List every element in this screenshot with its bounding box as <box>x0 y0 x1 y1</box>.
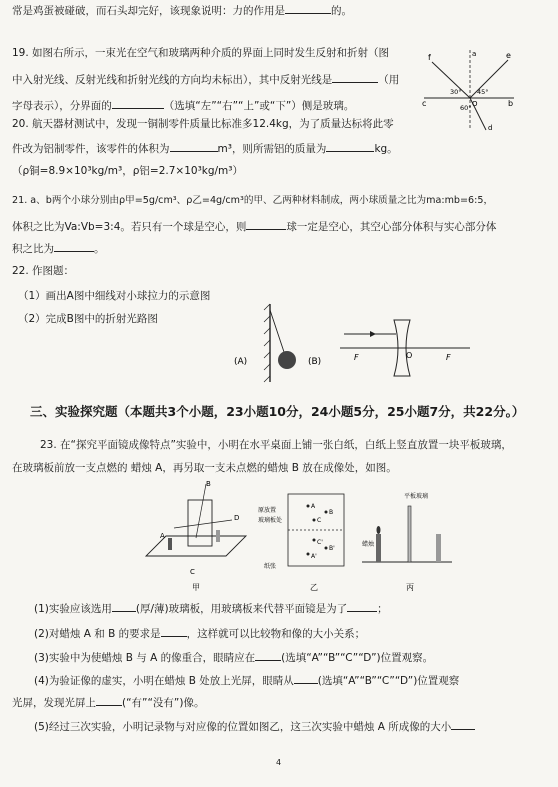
center-label: O <box>406 351 413 360</box>
label-f: f <box>428 53 431 62</box>
q23-sub-5 <box>34 718 475 734</box>
text: 21. a、b两个小球分别由ρ甲=5g/cm³、ρ乙=4g/cm³的甲、乙两种材料制成，两小球质量之比为ma:mb=6:5， <box>12 195 494 206</box>
ball-icon <box>278 351 296 369</box>
answer-blank[interactable] <box>96 694 122 706</box>
q21-line-1 <box>12 194 493 208</box>
label-o: O <box>472 100 478 108</box>
focus-left: F <box>354 353 359 362</box>
focus-right: F <box>446 353 451 362</box>
fig-caption: 丙 <box>406 583 414 592</box>
label-c: c <box>422 99 427 108</box>
text: 的。 <box>331 5 352 17</box>
q23-sub-4-cont <box>12 694 204 710</box>
answer-blank[interactable] <box>326 140 374 152</box>
answer-blank[interactable] <box>255 649 281 661</box>
label: B <box>329 509 334 516</box>
label: C' <box>317 539 323 546</box>
fig-b-label: (B) <box>308 357 322 367</box>
text: 19. 如图右所示，一束光在空气和玻璃两种介质的界面上同时发生反射和折射（图 <box>12 47 390 59</box>
text: (选填“A”“B”“C”“D”)位置观察 <box>317 675 460 687</box>
text: m³，则所需铝的质量为 <box>217 143 327 155</box>
label: C <box>317 517 322 524</box>
text: ，这样就可以比较物和像的大小关系； <box>186 628 366 640</box>
page-number: 4 <box>276 758 282 767</box>
text: 件改为铝制零件，该零件的体积为 <box>12 143 170 155</box>
q18-line <box>12 2 352 18</box>
candle-b <box>216 530 220 542</box>
text: （用 <box>378 74 400 86</box>
answer-blank[interactable] <box>170 140 218 152</box>
text: （1）画出A图中细线对小球拉力的示意图 <box>18 290 211 302</box>
q21-line-2 <box>12 218 496 234</box>
text: kg。 <box>374 143 398 155</box>
q23-line-1 <box>40 438 512 452</box>
q22-figures <box>220 300 490 386</box>
answer-blank[interactable] <box>161 625 187 637</box>
text: (5)经过三次实验，小明记录物与对应像的位置如图乙，这三次实验中蜡烛 A 所成像的大小 <box>34 721 452 733</box>
label: A <box>160 532 165 540</box>
answer-blank[interactable] <box>285 2 331 14</box>
angle-label: 30° <box>450 88 462 96</box>
text: 。 <box>94 243 105 255</box>
answer-blank[interactable] <box>112 600 136 612</box>
candle-unlit <box>436 534 441 562</box>
fig-a-label: (A) <box>234 357 248 367</box>
text: （ρ铜=8.9×10³kg/m³，ρ铝=2.7×10³kg/m³） <box>12 165 243 177</box>
q22-title <box>12 264 74 278</box>
text: 字母表示），分界面的 <box>12 100 112 112</box>
q23-line-2 <box>12 461 397 475</box>
answer-blank[interactable] <box>246 218 286 230</box>
label: A' <box>311 553 317 560</box>
label: D <box>234 514 240 522</box>
string <box>270 310 284 352</box>
text: (选填“A”“B”“C”“D”)位置观察。 <box>281 652 434 664</box>
fig-caption: 乙 <box>310 583 318 592</box>
label: B' <box>329 545 335 552</box>
text: 20. 航天器材测试中，发现一铜制零件质量比标准多12.4kg，为了质量达标将此零 <box>12 118 394 130</box>
answer-blank[interactable] <box>294 672 318 684</box>
q23-sub-4 <box>34 672 459 688</box>
text: 中入射光线、反射光线和折射光线的方向均未标出），其中反射光线是 <box>12 74 333 86</box>
q23-sub-3 <box>34 649 433 665</box>
q19-line-2 <box>12 71 399 87</box>
q20-line-3 <box>12 164 243 178</box>
answer-blank[interactable] <box>112 97 164 109</box>
glass-plate <box>408 506 411 562</box>
candle-a <box>168 538 172 550</box>
text: （2）完成B图中的折射光路图 <box>18 313 158 325</box>
answer-blank[interactable] <box>332 71 378 83</box>
q19-line-3 <box>12 97 354 113</box>
text: (3)实验中为使蜡烛 B 与 A 的像重合，眼睛应在 <box>34 652 256 664</box>
text: 光屏，发现光屏上 <box>12 697 96 709</box>
text: 23. 在“探究平面镜成像特点”实验中，小明在水平桌面上铺一张白纸，白纸上竖直放置一块平板玻璃， <box>40 439 512 451</box>
text: (“有”“没有”)像。 <box>122 697 205 709</box>
q23-sub-1 <box>34 600 388 616</box>
text: 22. 作图题： <box>12 265 75 277</box>
label: A <box>311 503 316 510</box>
text: 积之比为 <box>12 243 54 255</box>
answer-blank[interactable] <box>347 600 377 612</box>
label-b: b <box>508 99 514 108</box>
q22-part-2 <box>18 312 158 326</box>
q19-light-figure <box>420 46 516 132</box>
text: (4)为验证像的虚实，小明在蜡烛 B 处放上光屏，眼睛从 <box>34 675 294 687</box>
label: 原放置 <box>258 507 277 514</box>
answer-blank[interactable] <box>451 718 475 730</box>
text: (厚/薄)玻璃板，用玻璃板来代替平面镜是为了 <box>135 603 348 615</box>
q23-figures <box>140 478 460 596</box>
label: 玻璃板处 <box>258 517 283 524</box>
text: 在玻璃板前放一支点燃的 蜡烛 A，再另取一支未点燃的蜡烛 B 放在成像处，如图。 <box>12 462 397 474</box>
text: ； <box>377 603 388 615</box>
text: (1)实验应该选用 <box>34 603 112 615</box>
q23-sub-2 <box>34 625 365 641</box>
label-a: a <box>472 50 477 58</box>
q20-line-2 <box>12 140 398 156</box>
angle-label: 60° <box>460 104 472 112</box>
answer-blank[interactable] <box>54 240 94 252</box>
q20-line-1 <box>12 117 394 131</box>
label-e: e <box>506 51 511 60</box>
label: 纸张 <box>264 563 277 570</box>
label: 平板玻璃 <box>404 493 429 500</box>
text: (2)对蜡烛 A 和 B 的要求是 <box>34 628 161 640</box>
candle-lit <box>376 534 381 562</box>
angle-label: 45° <box>477 88 489 96</box>
label-d: d <box>488 124 493 132</box>
label: 蜡烛 <box>362 541 375 548</box>
ray-line <box>470 60 508 98</box>
text: （选填“左”“右”“上”或“下”）侧是玻璃。 <box>163 100 355 112</box>
text: 三、实验探究题（本题共3个小题，23小题10分，24小题5分，25小题7分，共22分。） <box>30 404 525 419</box>
q19-line-1 <box>12 46 389 60</box>
section-3-heading <box>30 405 524 419</box>
label: C <box>190 568 195 576</box>
q22-part-1 <box>18 289 210 303</box>
text: 常是鸡蛋被碰破，而石头却完好，该现象说明：力的作用是 <box>12 5 285 17</box>
text: 球一定是空心，其空心部分体积与实心部分体 <box>286 221 497 233</box>
q21-line-3 <box>12 240 105 256</box>
text: 体积之比为Va:Vb=3:4。若只有一个球是空心，则 <box>12 221 247 233</box>
fig-caption: 甲 <box>192 583 200 592</box>
label: B <box>206 480 211 488</box>
